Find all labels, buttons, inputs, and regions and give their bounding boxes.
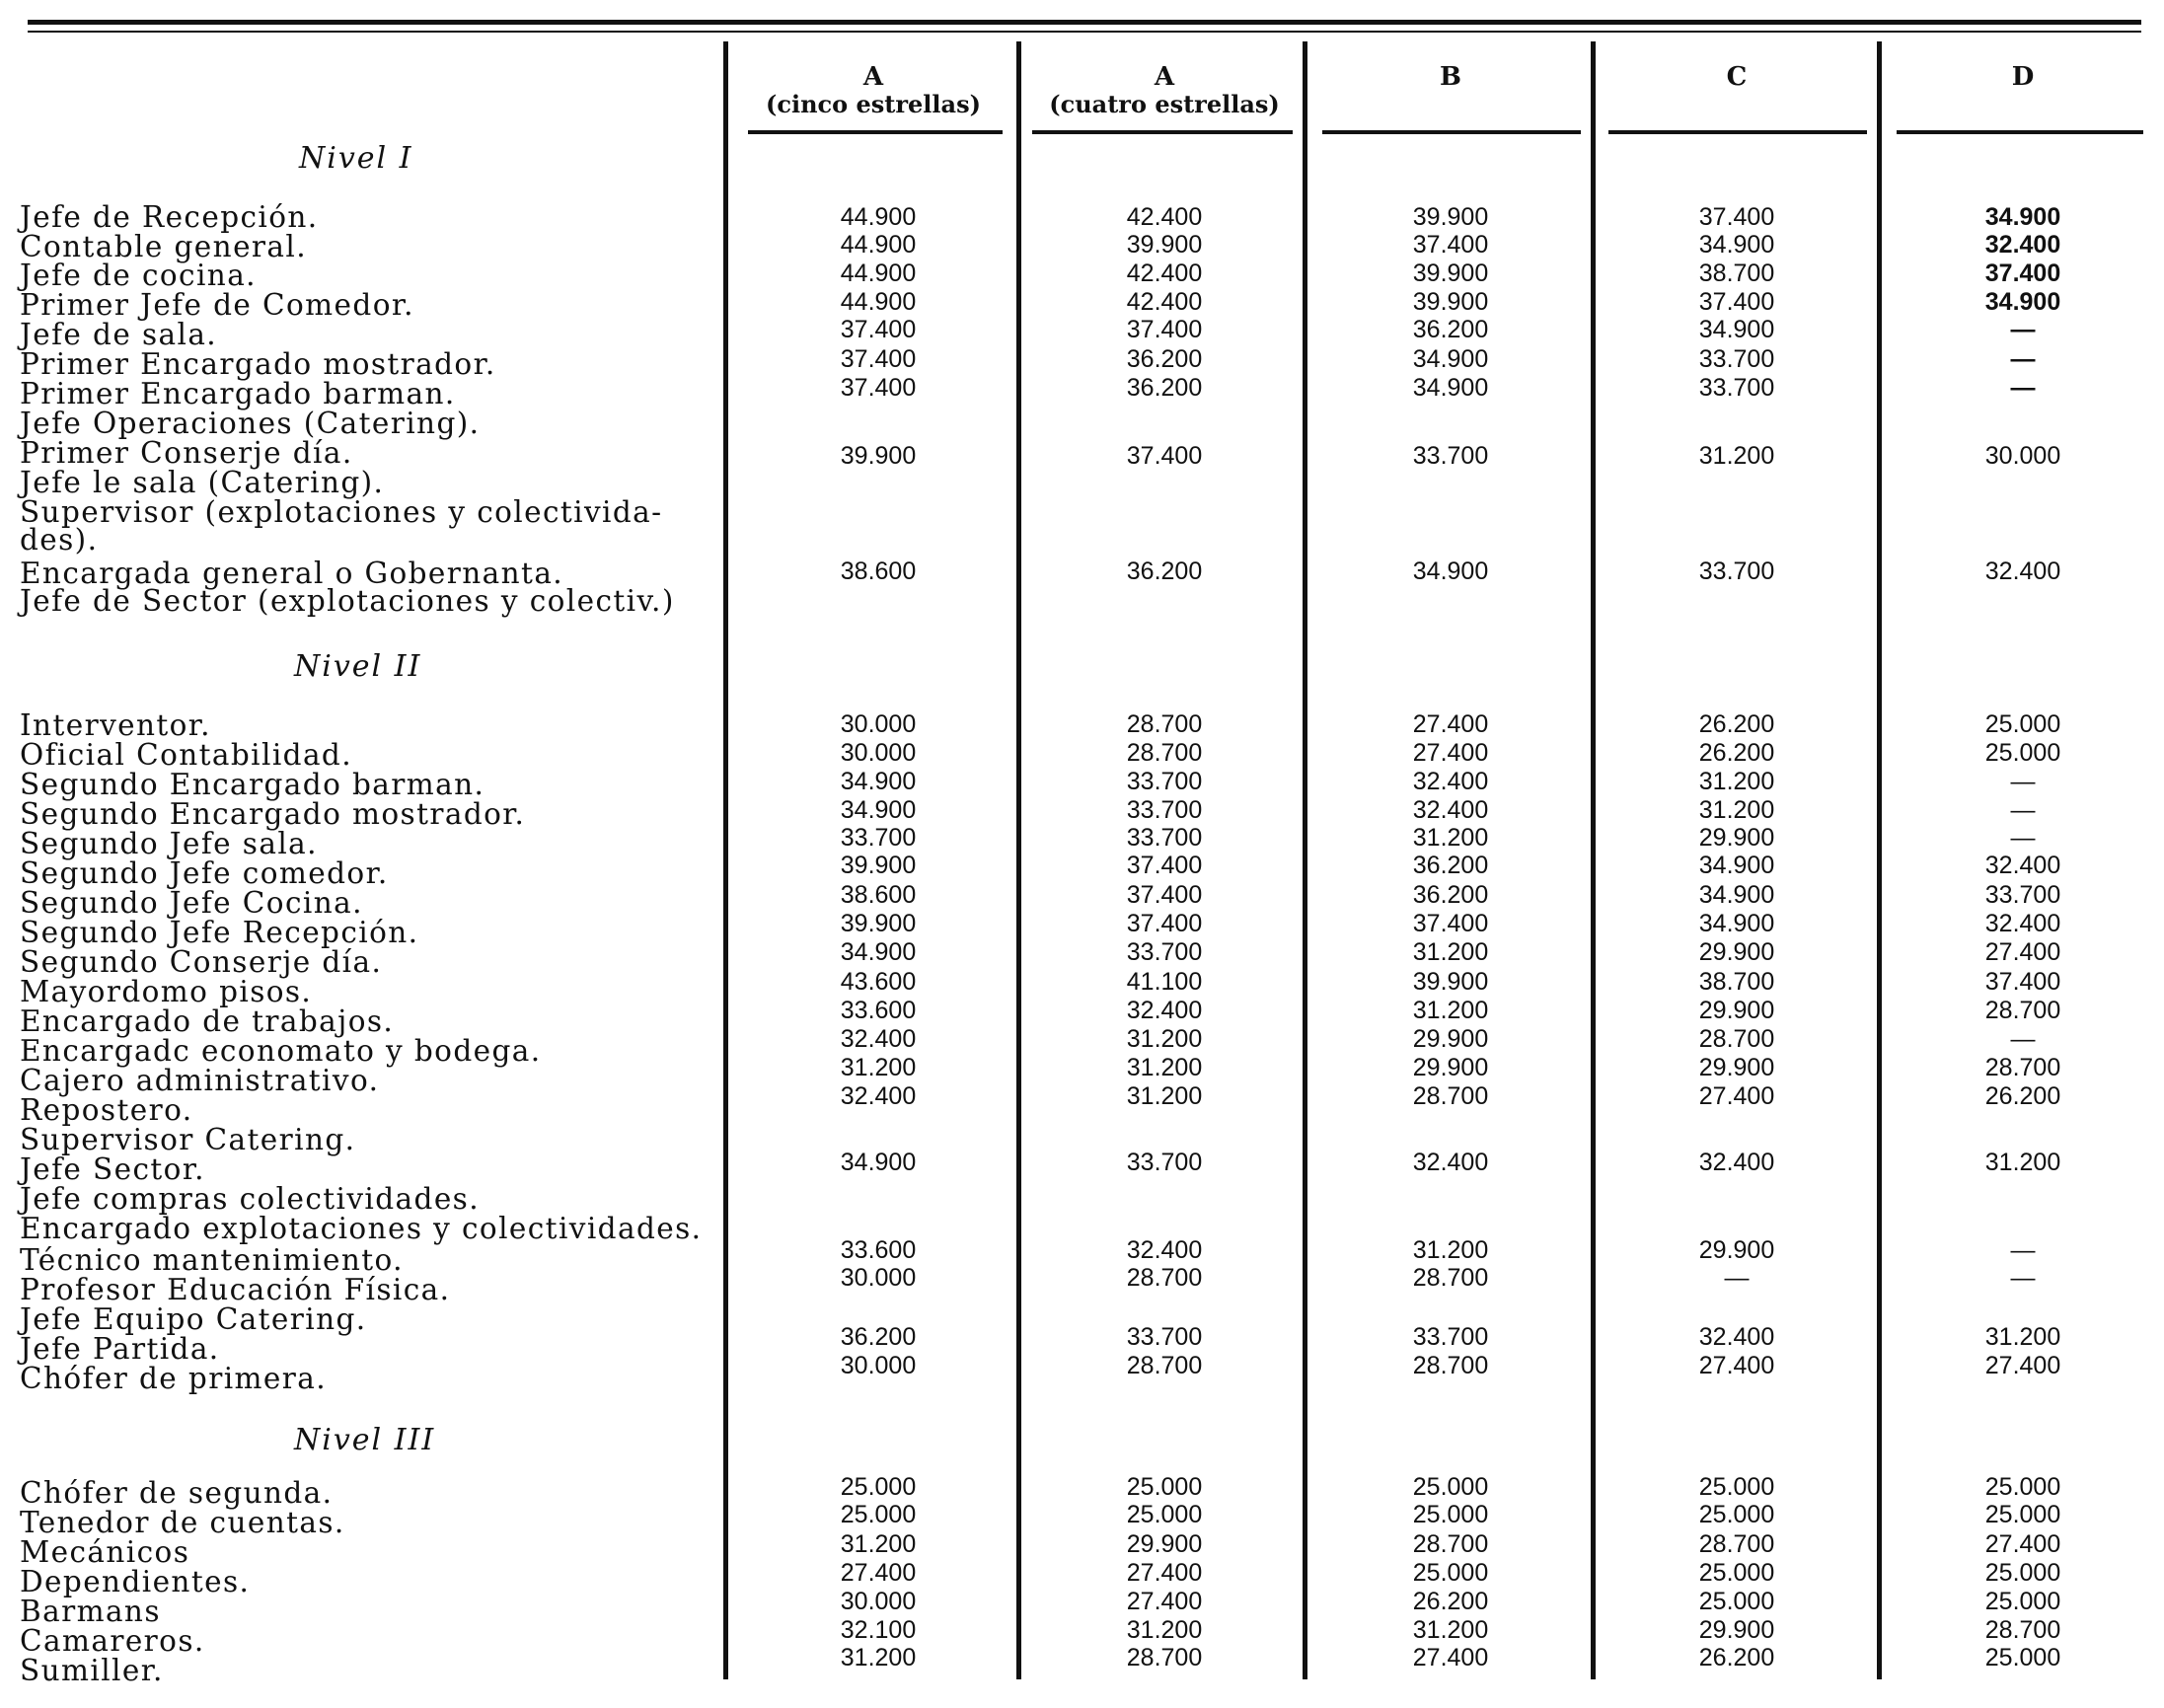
row-label: Jefe le sala (Catering). — [20, 466, 385, 499]
table-cell: 33.700 — [1412, 1323, 1489, 1351]
header-underline — [1608, 130, 1867, 134]
row-label: Jefe Sector. — [20, 1152, 205, 1186]
table-cell: 30.000 — [840, 1264, 917, 1292]
table-cell: 36.200 — [1412, 316, 1489, 343]
table-cell: 28.700 — [1126, 1644, 1203, 1671]
table-cell: 44.900 — [840, 288, 917, 316]
table-cell: 31.200 — [1126, 1054, 1203, 1081]
table-cell: 33.700 — [1126, 1149, 1203, 1176]
section-title-nivel-3: Nivel III — [294, 1423, 436, 1457]
table-cell: 33.700 — [1698, 557, 1775, 585]
row-label: Segundo Encargado mostrador. — [20, 797, 526, 831]
row-label: Jefe de Sector (explotaciones y colectiv.) — [20, 584, 675, 618]
table-cell: 27.400 — [1412, 739, 1489, 767]
table-cell: 39.900 — [1412, 203, 1489, 231]
table-cell: 28.700 — [1126, 1352, 1203, 1379]
table-cell: 29.900 — [1412, 1025, 1489, 1053]
table-cell: 29.900 — [1698, 1616, 1775, 1644]
table-cell: 25.000 — [1984, 1588, 2061, 1615]
table-cell: — — [2010, 374, 2036, 402]
table-cell: 37.400 — [1126, 881, 1203, 909]
table-cell: 30.000 — [840, 739, 917, 767]
table-cell: 33.700 — [1698, 374, 1775, 402]
table-cell: 30.000 — [840, 1588, 917, 1615]
row-label: Jefe Operaciones (Catering). — [20, 407, 481, 440]
table-cell: — — [2010, 1264, 2036, 1292]
section-title-nivel-2: Nivel II — [294, 649, 422, 684]
table-cell: 28.700 — [1984, 1616, 2061, 1644]
column-divider-2 — [1016, 41, 1021, 1679]
table-cell: 37.400 — [1698, 288, 1775, 316]
table-cell: — — [1724, 1264, 1750, 1292]
row-label: Segundo Jefe Cocina. — [20, 886, 363, 920]
table-cell: 38.600 — [840, 881, 917, 909]
table-cell: 25.000 — [1698, 1559, 1775, 1587]
table-cell: 26.200 — [1984, 1082, 2061, 1110]
column-divider-3 — [1303, 41, 1307, 1679]
table-cell: 36.200 — [1412, 852, 1489, 879]
table-cell: 38.700 — [1698, 260, 1775, 287]
table-cell: 32.400 — [1412, 768, 1489, 795]
table-cell: 39.900 — [840, 442, 917, 470]
table-cell: 32.400 — [840, 1082, 917, 1110]
table-cell: 25.000 — [1412, 1501, 1489, 1528]
table-cell: 37.400 — [1412, 910, 1489, 937]
row-label: Oficial Contabilidad. — [20, 738, 352, 772]
table-cell: 25.000 — [840, 1501, 917, 1528]
row-label: Jefe compras colectividades. — [20, 1182, 480, 1216]
table-cell: 25.000 — [840, 1473, 917, 1501]
column-divider-5 — [1877, 41, 1882, 1679]
table-cell: 33.700 — [1412, 442, 1489, 470]
table-cell: 27.400 — [1984, 1352, 2061, 1379]
table-cell: 28.700 — [1412, 1530, 1489, 1558]
table-cell: 27.400 — [1984, 938, 2061, 966]
table-cell: 36.200 — [1126, 374, 1203, 402]
row-label: Encargada general o Gobernanta. — [20, 557, 564, 590]
table-cell: 34.900 — [1984, 288, 2061, 316]
table-cell: 36.200 — [1126, 557, 1203, 585]
table-cell: 31.200 — [1126, 1616, 1203, 1644]
column-header-label: D — [2011, 62, 2035, 92]
row-label: Profesor Educación Física. — [20, 1273, 451, 1306]
table-cell: 37.400 — [840, 316, 917, 343]
table-cell: 33.700 — [840, 824, 917, 852]
row-label: Segundo Jefe sala. — [20, 827, 318, 860]
row-label: Primer Encargado barman. — [20, 377, 456, 410]
table-cell: 33.700 — [1126, 768, 1203, 795]
column-header-b — [1322, 63, 1579, 91]
table-cell: 29.900 — [1698, 938, 1775, 966]
table-cell: 39.900 — [840, 852, 917, 879]
table-cell: 30.000 — [840, 1352, 917, 1379]
table-cell: 34.900 — [1412, 345, 1489, 373]
row-label: Chófer de segunda. — [20, 1476, 334, 1510]
table-cell: 37.400 — [1698, 203, 1775, 231]
row-label: Segundo Jefe Recepción. — [20, 916, 419, 949]
column-header-sub: (cuatro estrellas) — [1049, 90, 1280, 118]
row-label: Mecánicos — [20, 1535, 190, 1569]
table-cell: 37.400 — [840, 374, 917, 402]
section-title-nivel-1: Nivel I — [299, 141, 413, 176]
table-cell: 28.700 — [1984, 1054, 2061, 1081]
row-label: Segundo Encargado barman. — [20, 768, 485, 801]
table-cell: 32.400 — [1984, 231, 2061, 259]
row-label: des). — [20, 523, 99, 557]
row-label: Sumiller. — [20, 1654, 164, 1687]
table-cell: 36.200 — [840, 1323, 917, 1351]
table-cell: 29.900 — [1698, 1236, 1775, 1264]
table-cell: 27.400 — [1698, 1082, 1775, 1110]
table-cell: 32.400 — [840, 1025, 917, 1053]
table-cell: 37.400 — [1984, 968, 2061, 996]
table-cell: 34.900 — [1698, 910, 1775, 937]
table-cell: 31.200 — [840, 1644, 917, 1671]
row-label: Barmans — [20, 1595, 161, 1628]
row-label: Chófer de primera. — [20, 1362, 328, 1395]
table-cell: 32.400 — [1412, 796, 1489, 824]
table-cell: 25.000 — [1698, 1588, 1775, 1615]
table-cell: 34.900 — [1698, 881, 1775, 909]
row-label: Cajero administrativo. — [20, 1064, 380, 1097]
row-label: Supervisor Catering. — [20, 1123, 356, 1156]
top-rule-thin — [28, 31, 2141, 33]
column-header-label: A — [862, 62, 884, 92]
table-cell: 33.700 — [1126, 938, 1203, 966]
table-cell: 25.000 — [1412, 1473, 1489, 1501]
table-cell: 37.400 — [1984, 260, 2061, 287]
table-cell: 31.200 — [840, 1530, 917, 1558]
table-cell: 36.200 — [1412, 881, 1489, 909]
table-cell: 31.200 — [1412, 997, 1489, 1024]
header-underline — [748, 130, 1003, 134]
table-cell: 26.200 — [1698, 710, 1775, 738]
table-cell: 25.000 — [1126, 1473, 1203, 1501]
table-cell: 29.900 — [1412, 1054, 1489, 1081]
table-cell: 28.700 — [1126, 1264, 1203, 1292]
header-underline — [1032, 130, 1293, 134]
table-cell: 33.700 — [1126, 824, 1203, 852]
table-cell: 32.400 — [1126, 1236, 1203, 1264]
table-cell: 33.700 — [1126, 1323, 1203, 1351]
table-cell: — — [2010, 345, 2036, 373]
row-label: Encargado explotaciones y colectividades. — [20, 1212, 703, 1245]
table-cell: 42.400 — [1126, 288, 1203, 316]
table-cell: 44.900 — [840, 203, 917, 231]
header-underline — [1897, 130, 2143, 134]
table-cell: 32.400 — [1984, 557, 2061, 585]
column-header-label: B — [1440, 62, 1461, 92]
table-cell: 25.000 — [1984, 1644, 2061, 1671]
table-cell: 27.400 — [1126, 1588, 1203, 1615]
table-cell: 28.700 — [1126, 739, 1203, 767]
table-cell: 26.200 — [1698, 739, 1775, 767]
table-cell: 34.900 — [840, 938, 917, 966]
table-cell: 27.400 — [1126, 1559, 1203, 1587]
table-cell: 31.200 — [1126, 1025, 1203, 1053]
table-cell: — — [2010, 316, 2036, 343]
table-cell: 27.400 — [1984, 1530, 2061, 1558]
row-label: Interventor. — [20, 708, 211, 742]
table-cell: 32.400 — [1126, 997, 1203, 1024]
table-cell: 32.400 — [1698, 1149, 1775, 1176]
row-label: Dependientes. — [20, 1565, 251, 1598]
table-cell: 27.400 — [1412, 1644, 1489, 1671]
table-cell: 44.900 — [840, 260, 917, 287]
column-header-sub: (cinco estrellas) — [766, 90, 981, 118]
row-label: Jefe Equipo Catering. — [20, 1302, 367, 1336]
table-cell: 25.000 — [1984, 739, 2061, 767]
row-label: Primer Encargado mostrador. — [20, 347, 496, 381]
table-cell: 33.700 — [1126, 796, 1203, 824]
table-cell: 36.200 — [1126, 345, 1203, 373]
column-header-d — [1895, 63, 2151, 91]
row-label: Jefe de Recepción. — [20, 200, 319, 234]
row-label: Supervisor (explotaciones y colectivida- — [20, 495, 663, 529]
table-cell: 42.400 — [1126, 260, 1203, 287]
table-cell: 43.600 — [840, 968, 917, 996]
table-cell: 37.400 — [1126, 910, 1203, 937]
table-cell: 32.400 — [1984, 852, 2061, 879]
table-cell: 34.900 — [1412, 557, 1489, 585]
table-cell: 30.000 — [840, 710, 917, 738]
table-cell: 34.900 — [1698, 231, 1775, 259]
table-cell: 39.900 — [1126, 231, 1203, 259]
row-label: Segundo Jefe comedor. — [20, 856, 389, 890]
table-cell: 25.000 — [1984, 1559, 2061, 1587]
table-cell: 32.400 — [1698, 1323, 1775, 1351]
table-cell: 34.900 — [1698, 852, 1775, 879]
table-cell: — — [2010, 1025, 2036, 1053]
table-cell: 37.400 — [1412, 231, 1489, 259]
table-cell: 41.100 — [1126, 968, 1203, 996]
table-cell: 27.400 — [1698, 1352, 1775, 1379]
table-cell: 25.000 — [1984, 1501, 2061, 1528]
column-header-label: C — [1726, 62, 1748, 92]
row-label: Primer Conserje día. — [20, 436, 353, 470]
table-cell: 27.400 — [840, 1559, 917, 1587]
table-cell: 25.000 — [1984, 710, 2061, 738]
table-cell: 25.000 — [1126, 1501, 1203, 1528]
table-cell: 25.000 — [1412, 1559, 1489, 1587]
row-label: Repostero. — [20, 1093, 193, 1127]
row-label: Jefe de sala. — [20, 318, 218, 351]
column-header-c — [1608, 63, 1865, 91]
table-cell: 42.400 — [1126, 203, 1203, 231]
table-cell: 26.200 — [1698, 1644, 1775, 1671]
table-cell: 29.900 — [1698, 824, 1775, 852]
table-cell: 31.200 — [1698, 768, 1775, 795]
row-label: Jefe de cocina. — [20, 259, 257, 292]
table-cell: 31.200 — [840, 1054, 917, 1081]
table-cell: 32.100 — [840, 1616, 917, 1644]
table-cell: 38.600 — [840, 557, 917, 585]
table-cell: 31.200 — [1412, 1236, 1489, 1264]
row-label: Mayordomo pisos. — [20, 975, 313, 1008]
table-cell: 33.600 — [840, 997, 917, 1024]
table-cell: 34.900 — [840, 1149, 917, 1176]
table-cell: 31.200 — [1984, 1323, 2061, 1351]
column-header-a-cinco — [740, 63, 1007, 118]
table-cell: 28.700 — [1412, 1352, 1489, 1379]
table-cell: 39.900 — [1412, 968, 1489, 996]
table-cell: 39.900 — [840, 910, 917, 937]
table-cell: — — [2010, 796, 2036, 824]
table-cell: 29.900 — [1698, 997, 1775, 1024]
header-underline — [1322, 130, 1581, 134]
row-label: Primer Jefe de Comedor. — [20, 288, 414, 322]
table-cell: 34.900 — [1412, 374, 1489, 402]
table-cell: 31.200 — [1412, 1616, 1489, 1644]
table-cell: 37.400 — [1126, 316, 1203, 343]
table-cell: 37.400 — [1126, 852, 1203, 879]
table-cell: 26.200 — [1412, 1588, 1489, 1615]
column-header-label: A — [1154, 62, 1175, 92]
table-cell: 28.700 — [1698, 1530, 1775, 1558]
table-cell: 32.400 — [1412, 1149, 1489, 1176]
column-divider-1 — [723, 41, 728, 1679]
table-cell: — — [2010, 824, 2036, 852]
table-cell: 28.700 — [1984, 997, 2061, 1024]
table-cell: 38.700 — [1698, 968, 1775, 996]
table-cell: 31.200 — [1698, 796, 1775, 824]
table-cell: 31.200 — [1126, 1082, 1203, 1110]
row-label: Segundo Conserje día. — [20, 945, 383, 979]
table-cell: 33.700 — [1698, 345, 1775, 373]
table-cell: 25.000 — [1984, 1473, 2061, 1501]
table-cell: 25.000 — [1698, 1473, 1775, 1501]
top-rule-thick — [28, 20, 2141, 25]
table-cell: 28.700 — [1126, 710, 1203, 738]
row-label: Técnico mantenimiento. — [20, 1243, 404, 1277]
table-cell: 39.900 — [1412, 288, 1489, 316]
table-cell: 34.900 — [840, 768, 917, 795]
table-cell: 34.900 — [1984, 203, 2061, 231]
table-cell: 37.400 — [1126, 442, 1203, 470]
table-cell: 30.000 — [1984, 442, 2061, 470]
table-cell: 31.200 — [1412, 824, 1489, 852]
table-cell: 34.900 — [840, 796, 917, 824]
row-label: Contable general. — [20, 230, 308, 263]
table-cell: 33.700 — [1984, 881, 2061, 909]
table-cell: 29.900 — [1698, 1054, 1775, 1081]
row-label: Jefe Partida. — [20, 1332, 220, 1366]
row-label: Camareros. — [20, 1624, 205, 1658]
row-label: Tenedor de cuentas. — [20, 1506, 345, 1539]
row-label: Encargadc economato y bodega. — [20, 1034, 542, 1068]
column-divider-4 — [1591, 41, 1596, 1679]
table-cell: 34.900 — [1698, 316, 1775, 343]
table-cell: 28.700 — [1698, 1025, 1775, 1053]
table-cell: 27.400 — [1412, 710, 1489, 738]
table-cell: 44.900 — [840, 231, 917, 259]
row-label: Encargado de trabajos. — [20, 1004, 395, 1038]
table-cell: — — [2010, 1236, 2036, 1264]
table-cell: 32.400 — [1984, 910, 2061, 937]
column-header-a-cuatro — [1026, 63, 1303, 118]
table-cell: 28.700 — [1412, 1264, 1489, 1292]
table-cell: 39.900 — [1412, 260, 1489, 287]
table-cell: 37.400 — [840, 345, 917, 373]
table-cell: 31.200 — [1984, 1149, 2061, 1176]
table-cell: 33.600 — [840, 1236, 917, 1264]
table-cell: 31.200 — [1412, 938, 1489, 966]
table-cell: 29.900 — [1126, 1530, 1203, 1558]
table-cell: 28.700 — [1412, 1082, 1489, 1110]
table-cell: 31.200 — [1698, 442, 1775, 470]
table-cell: — — [2010, 768, 2036, 795]
table-cell: 25.000 — [1698, 1501, 1775, 1528]
